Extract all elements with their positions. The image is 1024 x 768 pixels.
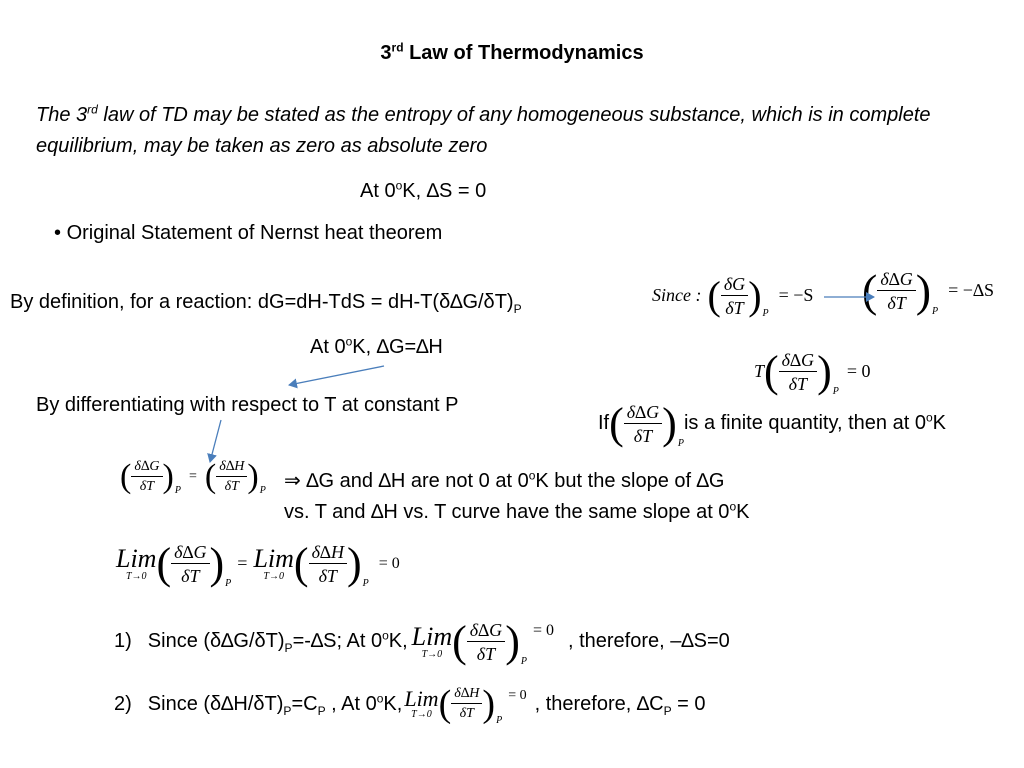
limit-equation: Lim T→0 ( $\frac{\delta\Delta G}{\delta T}$ ) P = Lim T→0 ( $\frac{\delta\Delta H}{\delta T}$ ) P = 0 bbox=[116, 539, 400, 589]
nernst-bullet: • Original Statement of Nernst heat theorem bbox=[54, 222, 443, 244]
definition-line: By definition, for a reaction: $dG=dH-TdS = dH-T(\delta\Delta G/\delta T)_P$ bbox=[10, 291, 522, 316]
slope-equality-equation: ( $\frac{\delta\Delta G}{\delta T}$ ) P = ( $\frac{\delta\Delta H}{\delta T}$ ) P bbox=[120, 458, 266, 496]
implies-arrow-icon: ⇒ bbox=[284, 470, 301, 492]
at-zero-gibbs-line: At 0$^o$K, ∆G=∆H bbox=[310, 334, 443, 358]
delta-s-equation: ( $\frac{\delta\Delta G}{\delta T}$ ) P = −∆S bbox=[862, 265, 994, 317]
implication-text: ⇒ ∆G and ∆H are not 0 at 0$^o$K but the slope of ∆G vs. T and ∆H vs. T curve have the same slope at 0$^o$K bbox=[284, 468, 750, 523]
item-2: 2) Since $(\delta\Delta H/\delta T)_P=C_P$ , At 0$^o$K, Lim T→0 ( $\frac{\delta\Delta H}{\delta T}$ ) P = 0 , therefore, $\Delta C_P = 0$ bbox=[114, 683, 706, 726]
finite-quantity-line: If ( $\frac{\delta\Delta G}{\delta T}$ ) P is a finite quantity, then at 0$^o$K bbox=[598, 399, 946, 449]
arrow-to-slope-equality bbox=[210, 420, 221, 462]
since-equation: Since : ( $\frac{\delta G}{\delta T}$ ) P = −S bbox=[652, 273, 814, 319]
t-times-slope-equation: T ( $\frac{\delta\Delta G}{\delta T}$ ) P = 0 bbox=[754, 347, 871, 397]
slide-title: 3rd Law of Thermodynamics bbox=[380, 40, 644, 64]
third-law-statement: The 3rd law of TD may be stated as the entropy of any homogeneous substance, which is in complete equilibrium, may be taken as zero as absolute zero bbox=[36, 102, 931, 157]
arrow-to-differentiating-line bbox=[289, 366, 384, 385]
differentiating-line: By differentiating with respect to T at constant P bbox=[36, 394, 459, 416]
at-zero-entropy-line: At 0$^o$K, ∆S = 0 bbox=[360, 178, 487, 202]
item-1: 1) Since $(\delta\Delta G/\delta T)_P=-\Delta S$; At 0$^o$K, Lim T→0 ( $\frac{\delta\Delta G}{\delta T}$ ) P = 0 , therefore, –∆S=0 bbox=[114, 617, 730, 667]
bullet-icon: • bbox=[54, 222, 62, 244]
